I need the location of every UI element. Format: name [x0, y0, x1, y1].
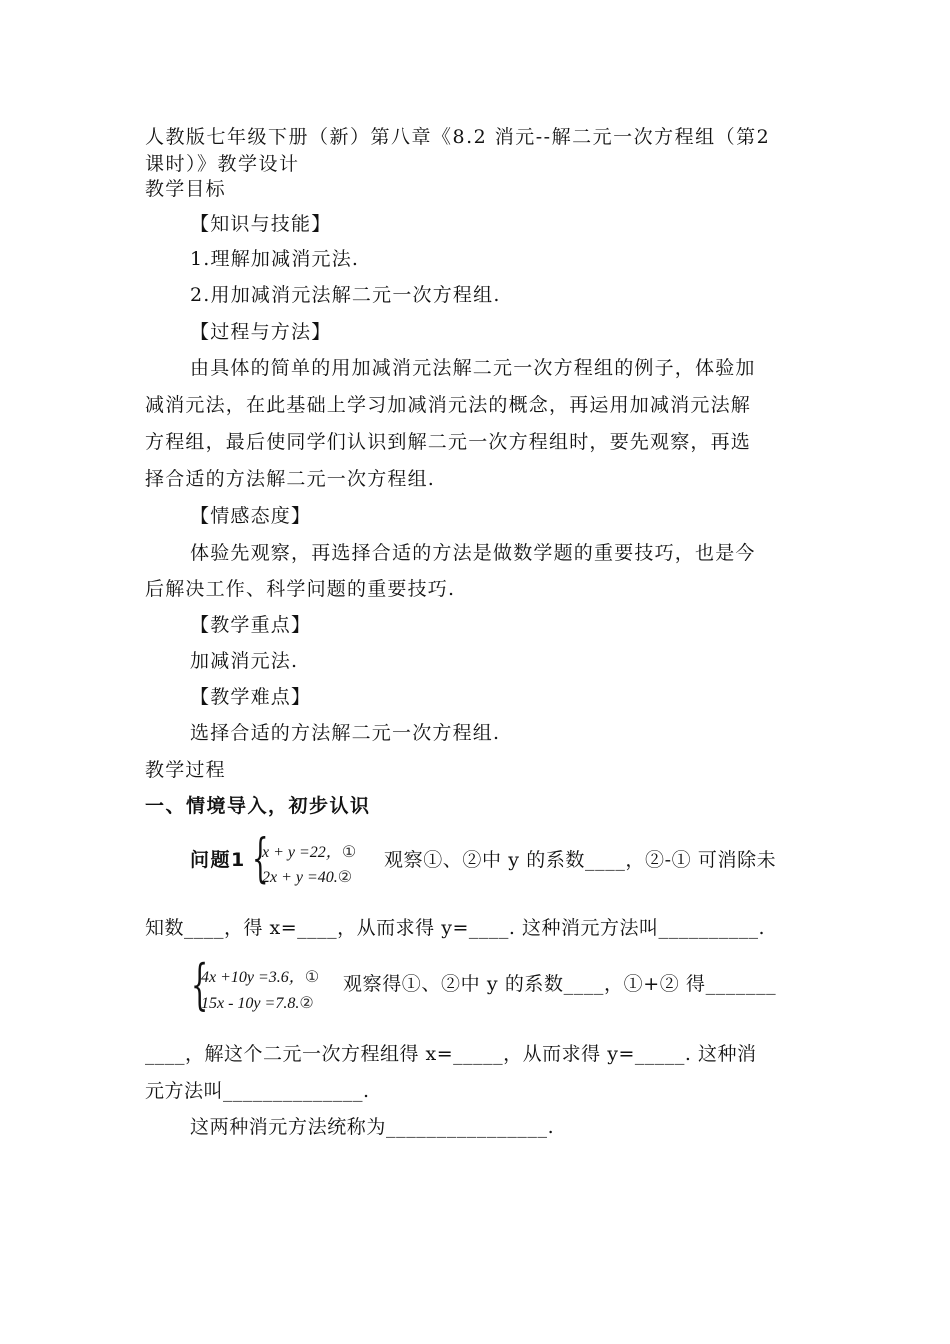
- emotion-paragraph-line2: 后解决工作、科学问题的重要技巧.: [145, 578, 456, 600]
- system-2-equation-1: 4x +10y =3.6，: [201, 969, 305, 986]
- process-paragraph-line1: 由具体的简单的用加减消元法解二元一次方程组的例子，体验加: [190, 357, 756, 379]
- doc-title-line2: 课时）》教学设计: [145, 153, 300, 175]
- equation-system-1: [252, 829, 382, 891]
- system-2-equation-2: 15x - 10y =7.8.: [201, 995, 300, 1012]
- process-paragraph-line4: 择合适的方法解二元一次方程组.: [145, 468, 436, 490]
- goals-heading: 教学目标: [145, 178, 226, 200]
- equation-1-marker: ①: [304, 969, 320, 986]
- key-point-heading: 【教学重点】: [190, 614, 312, 636]
- system-1-equation-1: x + y =22，: [262, 844, 342, 861]
- question-1-label: 问题1: [190, 849, 246, 871]
- doc-title-line1: 人教版七年级下册（新）第八章《8.2 消元--解二元一次方程组（第2: [145, 126, 771, 148]
- question-2-text-line2: ____，解这个二元一次方程组得 x=_____，从而求得 y=_____. 这种消: [145, 1043, 757, 1065]
- section-1-heading: 一、情境导入，初步认识: [145, 795, 371, 817]
- key-point-text: 加减消元法.: [190, 650, 299, 672]
- difficulty-text: 选择合适的方法解二元一次方程组.: [190, 722, 501, 744]
- equation-2-marker: ②: [299, 995, 314, 1012]
- emotion-paragraph-line1: 体验先观察，再选择合适的方法是做数学题的重要技巧，也是今: [190, 542, 756, 564]
- process-paragraph-line2: 减消元法，在此基础上学习加减消元法的概念，再运用加减消元法解: [145, 394, 752, 416]
- question-1-text-line2: 知数____，得 x=____，从而求得 y=____. 这种消元方法叫__________.: [145, 917, 765, 939]
- process-paragraph-line3: 方程组，最后使同学们认识到解二元一次方程组时，要先观察，再选: [145, 431, 752, 453]
- left-brace-icon: {: [191, 953, 209, 1016]
- question-1-text: 观察①、②中 y 的系数____，②-① 可消除未: [384, 849, 777, 871]
- question-2-text: 观察得①、②中 y 的系数____，①+② 得_______: [343, 973, 777, 995]
- knowledge-item-2: 2.用加减消元法解二元一次方程组.: [190, 284, 501, 306]
- teaching-process-heading: 教学过程: [145, 759, 226, 781]
- difficulty-heading: 【教学难点】: [190, 686, 312, 708]
- question-2-text-line3: 元方法叫______________.: [145, 1080, 370, 1102]
- equation-1-marker: ①: [341, 844, 357, 861]
- process-heading: 【过程与方法】: [190, 321, 332, 343]
- knowledge-heading: 【知识与技能】: [190, 213, 332, 235]
- emotion-heading: 【情感态度】: [190, 505, 312, 527]
- equation-system-2: [191, 953, 341, 1019]
- knowledge-item-1: 1.理解加减消元法.: [190, 248, 360, 270]
- summary-text: 这两种消元方法统称为________________.: [190, 1116, 555, 1138]
- system-1-equation-2: 2x + y =40.: [262, 869, 338, 886]
- left-brace-icon: {: [252, 829, 269, 889]
- equation-2-marker: ②: [337, 869, 353, 886]
